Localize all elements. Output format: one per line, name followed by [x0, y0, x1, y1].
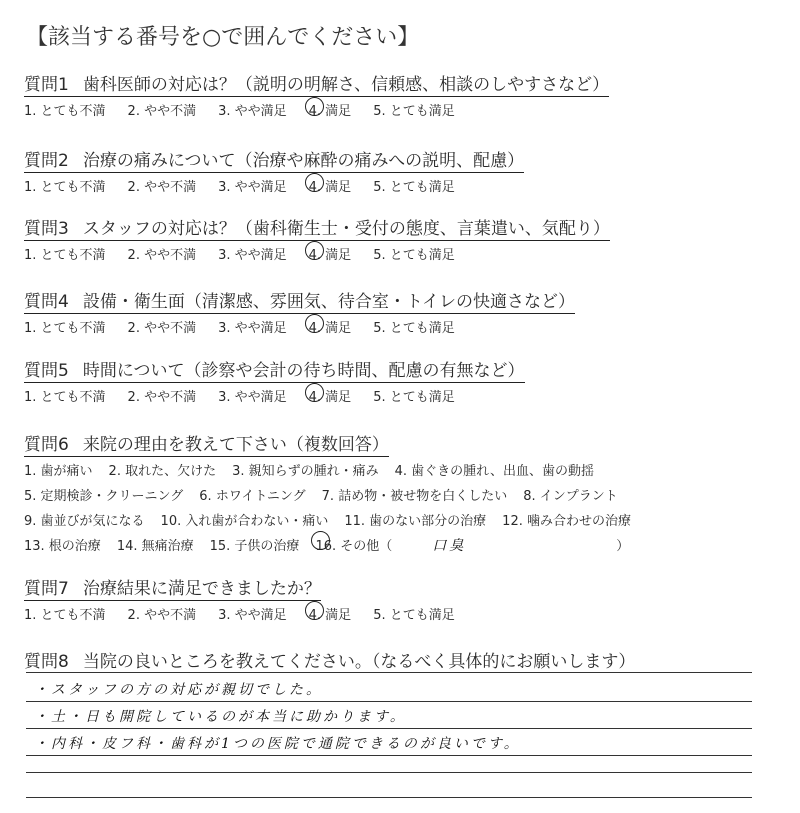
option-number: 1. とても不満 — [24, 608, 106, 623]
q6-option[interactable]: 11. 歯のない部分の治療 — [344, 514, 487, 529]
option-number: 4. 満足 — [309, 176, 352, 195]
q6-option[interactable]: 13. 根の治療 — [24, 539, 101, 554]
q1-option-3[interactable] — [218, 100, 287, 119]
option-number: 1. とても不満 — [24, 248, 106, 263]
q6-option[interactable]: 1. 歯が痛い — [24, 464, 93, 479]
question-6-label: 質問6 — [24, 435, 69, 455]
question-4 — [24, 287, 784, 336]
option-number: 5. とても満足 — [373, 180, 455, 195]
question-1-text: 歯科医師の対応は？（説明の明解さ、信頼感、相談のしやすさなど） — [82, 75, 610, 95]
q2-option-5[interactable] — [373, 176, 455, 195]
q7-option-3[interactable] — [218, 604, 287, 623]
question-7-text: 治療結果に満足できましたか？ — [82, 579, 321, 599]
option-number: 4. 満足 — [309, 604, 352, 623]
question-3-heading — [24, 214, 610, 241]
q6-other-handwritten: 口臭 — [432, 538, 467, 554]
question-8-heading — [24, 647, 635, 673]
answer-line — [26, 701, 752, 702]
question-2-label: 質問2 — [24, 151, 69, 171]
option-number: 1. とても不満 — [24, 180, 106, 195]
question-2-heading — [24, 146, 524, 173]
q3-option-2[interactable] — [128, 244, 197, 263]
q4-option-1[interactable] — [24, 317, 106, 336]
q6-option[interactable]: 3. 親知らずの腫れ・痛み — [232, 464, 379, 479]
q7-option-4[interactable] — [309, 604, 352, 623]
q7-option-5[interactable] — [373, 604, 455, 623]
q6-option[interactable]: 4. 歯ぐきの腫れ、出血、歯の動揺 — [394, 464, 594, 479]
option-number: 2. やや不満 — [127, 608, 197, 623]
question-6 — [24, 430, 784, 559]
option-number: 3. やや満足 — [218, 248, 287, 263]
option-number: 5. とても満足 — [373, 248, 455, 263]
question-4-label: 質問4 — [24, 292, 69, 312]
answer-line — [26, 672, 752, 673]
answer-line — [26, 797, 752, 798]
q6-other-number: 16. — [315, 534, 336, 559]
option-number: 4. 満足 — [309, 317, 352, 336]
option-number: 3. やや満足 — [218, 104, 287, 119]
q6-option[interactable]: 10. 入れ歯が合わない・痛い — [160, 514, 329, 529]
question-4-text: 設備・衛生面（清潔感、雰囲気、待合室・トイレの快適さなど） — [82, 292, 575, 312]
q6-option[interactable]: 14. 無痛治療 — [116, 539, 194, 554]
question-4-options — [24, 317, 784, 336]
q5-option-5[interactable] — [373, 386, 455, 405]
q8-answer-2: ・土・日も開院しているのが本当に助かります。 — [34, 709, 407, 725]
q1-option-2[interactable] — [128, 100, 197, 119]
q4-option-3[interactable] — [218, 317, 287, 336]
q6-option[interactable]: 7. 詰め物・被せ物を白くしたい — [321, 489, 508, 504]
option-number: 4. 満足 — [309, 386, 352, 405]
option-number: 5. とても満足 — [373, 321, 455, 336]
answer-line — [26, 772, 752, 773]
q6-row — [24, 534, 784, 559]
question-1 — [24, 70, 784, 119]
q6-other-close: ） — [616, 539, 630, 554]
q6-option[interactable]: 5. 定期検診・クリーニング — [24, 489, 184, 504]
option-number: 4. 満足 — [309, 244, 352, 263]
q6-option[interactable]: 12. 噛み合わせの治療 — [502, 514, 631, 529]
q3-option-1[interactable] — [24, 244, 106, 263]
option-number: 2. やや不満 — [127, 180, 197, 195]
option-number: 4. 満足 — [309, 100, 352, 119]
q6-other-label: その他（ — [340, 539, 393, 554]
question-6-options — [24, 459, 784, 559]
answer-line — [26, 755, 752, 756]
q6-option[interactable]: 9. 歯並びが気になる — [24, 514, 145, 529]
q5-option-4[interactable] — [309, 386, 352, 405]
option-number: 3. やや満足 — [218, 608, 287, 623]
question-8-text: 当院の良いところを教えてください。（なるべく具体的にお願いします） — [82, 652, 636, 672]
q6-option[interactable]: 15. 子供の治療 — [209, 539, 300, 554]
q7-option-1[interactable] — [24, 604, 106, 623]
option-number: 5. とても満足 — [373, 608, 455, 623]
q5-option-2[interactable] — [128, 386, 197, 405]
q6-row — [24, 484, 784, 509]
option-number: 1. とても不満 — [24, 104, 106, 119]
option-number: 5. とても満足 — [373, 104, 455, 119]
question-5 — [24, 356, 784, 405]
question-5-text: 時間について（診察や会計の待ち時間、配慮の有無など） — [82, 361, 525, 381]
question-1-options — [24, 100, 784, 119]
q4-option-4[interactable] — [309, 317, 352, 336]
question-2-options — [24, 176, 784, 195]
option-number: 2. やや不満 — [127, 321, 197, 336]
q3-option-4[interactable] — [309, 244, 352, 263]
q8-answer-3: ・内科・皮フ科・歯科が1つの医院で通院できるのが良いです。 — [34, 736, 521, 752]
question-3-text: スタッフの対応は？（歯科衛生士・受付の態度、言葉遣い、気配り） — [82, 219, 610, 239]
question-5-heading — [24, 356, 525, 383]
q3-option-5[interactable] — [373, 244, 455, 263]
q2-option-4[interactable] — [309, 176, 352, 195]
question-6-heading — [24, 430, 389, 457]
q1-option-4[interactable] — [309, 100, 352, 119]
page-title: 【該当する番号を○で囲んでください】 — [26, 25, 420, 50]
option-number: 3. やや満足 — [218, 180, 287, 195]
question-3-options — [24, 244, 784, 263]
q6-option[interactable]: 6. ホワイトニング — [199, 489, 306, 504]
question-7-label: 質問7 — [24, 579, 69, 599]
question-5-options — [24, 386, 784, 405]
q1-option-1[interactable] — [24, 100, 106, 119]
q2-option-2[interactable] — [128, 176, 197, 195]
question-7 — [24, 574, 784, 623]
option-number: 3. やや満足 — [218, 321, 287, 336]
question-6-text: 来院の理由を教えて下さい（複数回答） — [82, 435, 389, 455]
question-1-heading — [24, 70, 609, 97]
option-number: 2. やや不満 — [127, 104, 197, 119]
question-7-options — [24, 604, 784, 623]
q3-option-3[interactable] — [218, 244, 287, 263]
question-4-heading — [24, 287, 575, 314]
option-number: 1. とても不満 — [24, 321, 106, 336]
q6-option[interactable]: 2. 取れた、欠けた — [108, 464, 217, 479]
question-7-heading — [24, 574, 321, 601]
question-3-label: 質問3 — [24, 219, 69, 239]
question-2 — [24, 146, 784, 195]
q4-option-2[interactable] — [128, 317, 197, 336]
option-number: 3. やや満足 — [218, 390, 287, 405]
q2-option-3[interactable] — [218, 176, 287, 195]
option-number: 5. とても満足 — [373, 390, 455, 405]
question-8 — [24, 647, 784, 673]
q2-option-1[interactable] — [24, 176, 106, 195]
q6-option-other[interactable] — [315, 534, 629, 559]
option-number: 1. とても不満 — [24, 390, 106, 405]
question-5-label: 質問5 — [24, 361, 69, 381]
q5-option-3[interactable] — [218, 386, 287, 405]
q5-option-1[interactable] — [24, 386, 106, 405]
answer-line — [26, 728, 752, 729]
q6-row — [24, 509, 784, 534]
q6-row — [24, 459, 784, 484]
q7-option-2[interactable] — [128, 604, 197, 623]
q6-option[interactable]: 8. インプラント — [523, 489, 618, 504]
option-number: 2. やや不満 — [127, 390, 197, 405]
option-number: 2. やや不満 — [127, 248, 197, 263]
question-8-label: 質問8 — [24, 652, 69, 672]
q1-option-5[interactable] — [373, 100, 455, 119]
question-1-label: 質問1 — [24, 75, 69, 95]
q8-answer-1: ・スタッフの方の対応が親切でした。 — [34, 682, 323, 698]
question-2-text: 治療の痛みについて（治療や麻酔の痛みへの説明、配慮） — [82, 151, 525, 171]
question-3 — [24, 214, 784, 263]
q4-option-5[interactable] — [373, 317, 455, 336]
